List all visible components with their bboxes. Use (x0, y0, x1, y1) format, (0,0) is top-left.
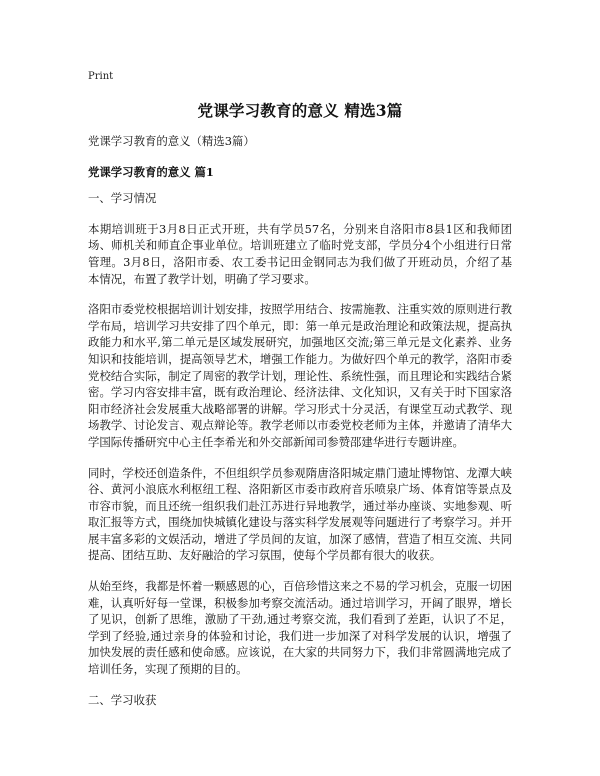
heading-learning-gains: 二、学习收获 (88, 692, 157, 707)
paragraph: 洛阳市委党校根据培训计划安排，按照学用结合、按需施教、注重实效的原则进行教学布局，培训学习共安排了四个单元，即：第一单元是政治理论和政策法规，提高执政能力和水平,第二单元是区域发展研究，加强地区交流;第三单元是文化素养、业务知识和技能培训，提高领导艺术，增强工作能力。为做好四个单元的教学，洛阳市委党校结合实际，制定了周密的教学计划，理论性、系统性强，而且理论和实践结合紧密。学习内容安排丰富，既有政治理论、经济法律、文化知识，又有关于时下国家洛阳市经济社会发展重大战略部署的讲解。学习形式十分灵活，有课堂互动式教学、现场教学、讨论发言、观点辩论等。教学老师以市委党校老师为主体，并邀请了清华大学国际传播研究中心主任李希光和外交部新闻司参赞邵建华进行专题讲座。 (88, 302, 512, 449)
print-label: Print (88, 71, 114, 82)
paragraph: 同时，学校还创造条件，不但组织学员参观隋唐洛阳城定鼎门遗址博物馆、龙潭大峡谷、黄河小浪底水利枢纽工程、洛阳新区市委市政府音乐喷泉广场、体育馆等景点及市容市貌，而且还统一组织我们赴江苏进行异地教学，通过举办座谈、实地参观、听取汇报等方式，围绕加快城镇化建设与落实科学发展观等问题进行了考察学习。并开展丰富多彩的文娱活动，增进了学员间的友谊，加深了感情，营造了相互交流、共同提高、团结互助、友好融洽的学习氛围，使每个学员都有很大的收获。 (88, 465, 512, 563)
document-subtitle: 党课学习教育的意义（精选3篇） (88, 134, 255, 148)
paragraph: 本期培训班于3月8日正式开班，共有学员57名，分别来自洛阳市8县1区和我师团场、师机关和师直企事业单位。培训班建立了临时党支部，学员分4个小组进行日常管理。3月8日，洛阳市委、农工委书记田金钢同志为我们做了开班动员，介绍了基本情况，布置了教学计划，明确了学习要求。 (88, 221, 512, 286)
document-body (88, 133, 512, 722)
heading-learning-situation: 一、学习情况 (88, 191, 157, 206)
section-heading: 党课学习教育的意义 篇1 (88, 164, 214, 179)
paragraph: 从始至终，我都是怀着一颗感恩的心，百倍珍惜这来之不易的学习机会，克服一切困难，认真听好每一堂课，积极参加考察交流活动。通过培训学习，开阔了眼界，增长了见识，创新了思维，激励了干劲,通过考察交流，我们看到了差距，认识了不足，学到了经验,通过亲身的体验和讨论，我们进一步加深了对科学发展的认识，增强了加快发展的责任感和使命感。应该说，在大家的共同努力下，我们非常圆满地完成了培训任务，实现了预期的目的。 (88, 579, 512, 677)
page-title: 党课学习教育的意义 精选3篇 (197, 101, 403, 120)
